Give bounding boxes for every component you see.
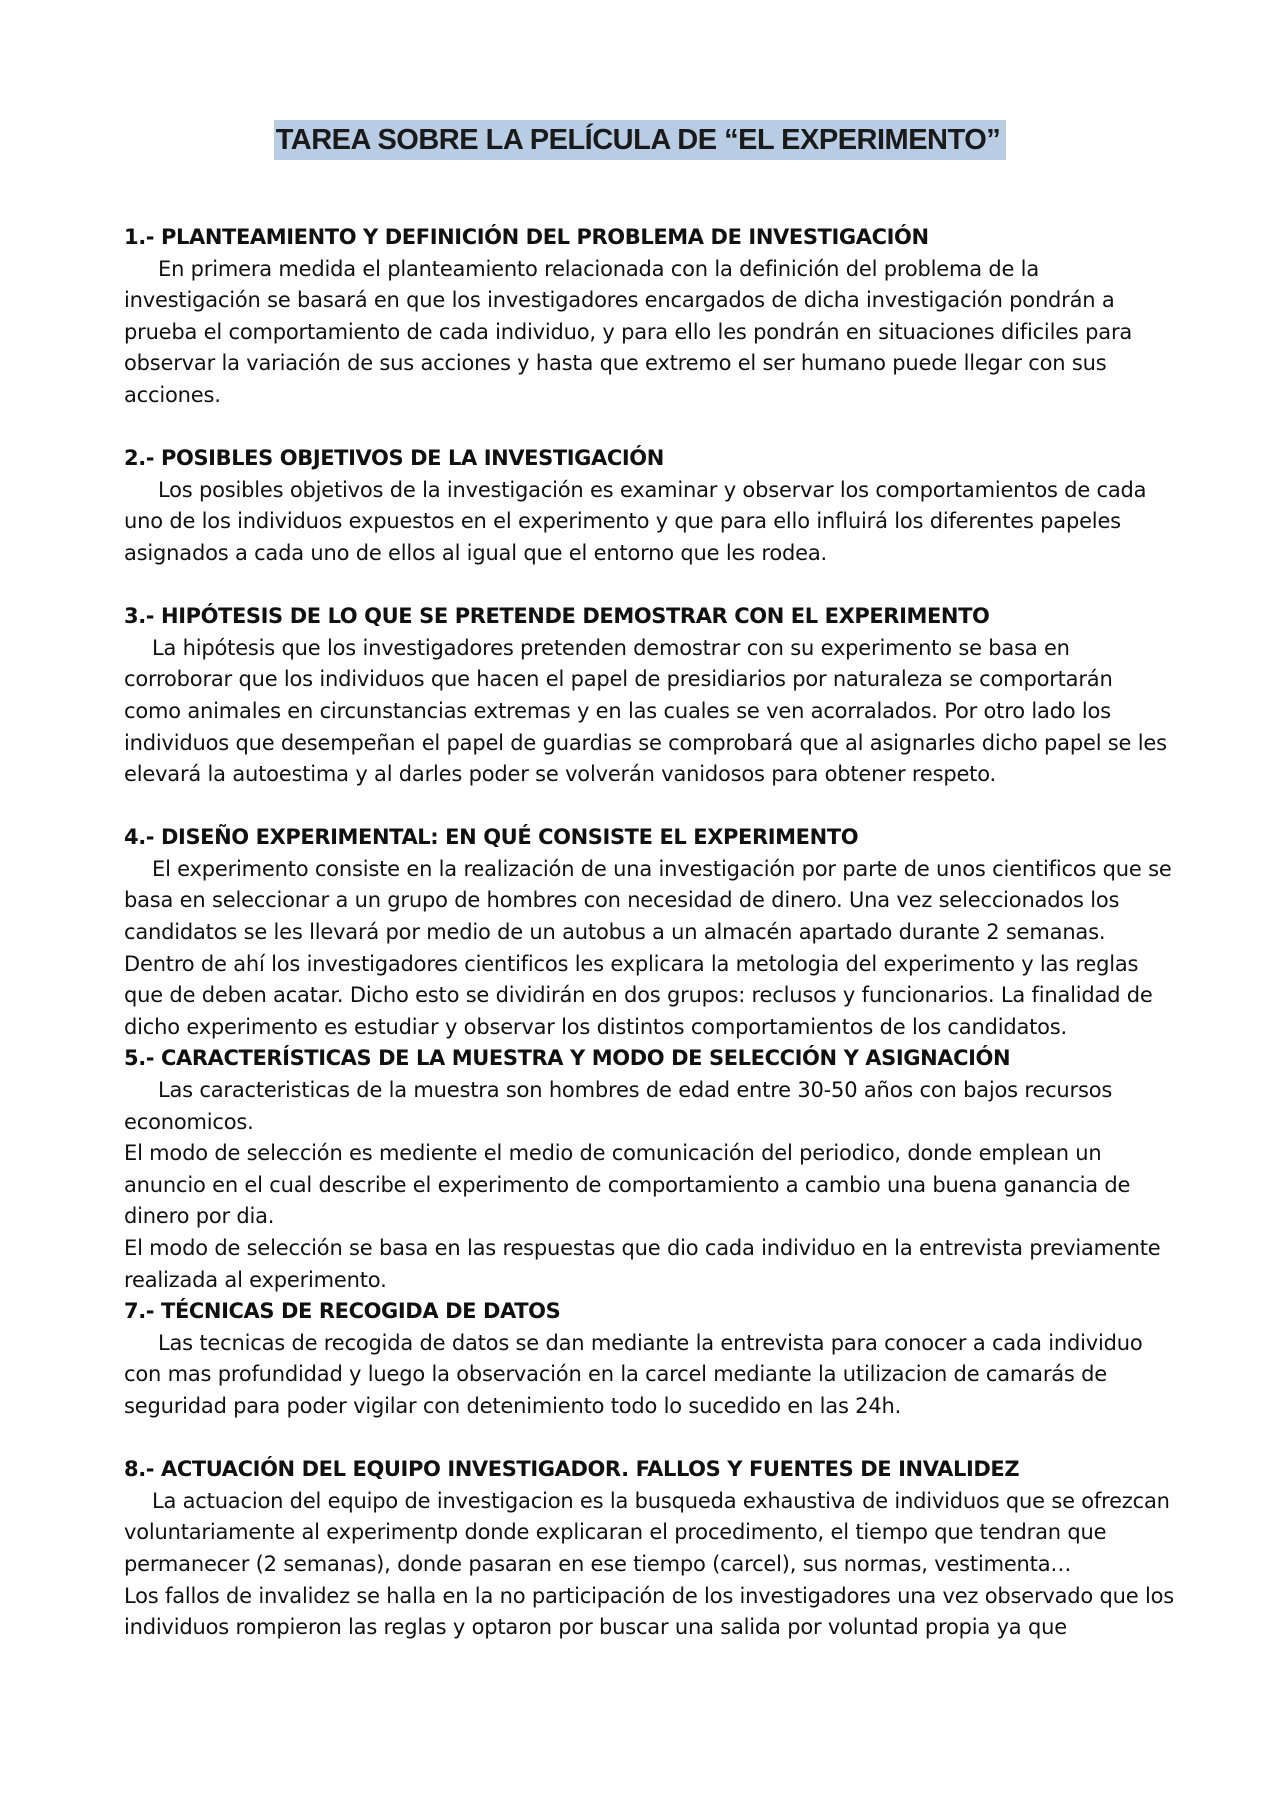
- section-heading: 4.- DISEÑO EXPERIMENTAL: EN QUÉ CONSISTE EL EXPERIMENTO: [124, 825, 859, 850]
- document-title: TAREA SOBRE LA PELÍCULA DE “EL EXPERIMENTO”: [274, 120, 1007, 160]
- section-paragraph: El experimento consiste en la realización de una investigación por parte de unos cientificos que se basa en seleccionar a un grupo de hombres con necesidad de dinero. Una vez seleccionados los candidatos se les llevará por medio de un autobus a un almacén apartado durante 2 semanas. Dentro de ahí los investigadores cientificos les explicara la metologia del experimento y las reglas que de deben acatar. Dicho esto se dividirán en dos grupos: reclusos y funcionarios. La finalidad de dicho experimento es estudiar y observar los distintos comportamientos de los candidatos.: [124, 856, 1172, 1039]
- section-paragraph: La hipótesis que los investigadores pretenden demostrar con su experimento se basa en corroborar que los individuos que hacen el papel de presidiarios por naturaleza se comportarán como animales en circunstancias extremas y en las cuales se ven acorralados. Por otro lado los individuos que desempeñan el papel de guardias se comprobará que al asignarles dicho papel se les elevará la autoestima y al darles poder se volverán vanidosos para obtener respeto.: [124, 635, 1167, 787]
- document-body: [124, 222, 1174, 1644]
- section-heading: 5.- CARACTERÍSTICAS DE LA MUESTRA Y MODO DE SELECCIÓN Y ASIGNACIÓN: [124, 1046, 1011, 1071]
- section-5: [124, 1043, 1174, 1296]
- section-paragraph: El modo de selección se basa en las respuestas que dio cada individuo en la entrevista previamente realizada al experimento.: [124, 1236, 1161, 1292]
- section-paragraph: Los fallos de invalidez se halla en la no participación de los investigadores una vez observado que los individuos rompieron las reglas y optaron por buscar una salida por voluntad propia ya que: [124, 1583, 1175, 1640]
- section-2: [124, 443, 1174, 569]
- section-paragraph: En primera medida el planteamiento relacionada con la definición del problema de la investigación se basará en que los investigadores encargados de dicha investigación pondrán a prueba el comportamiento de cada individuo, y para ello les pondrán en situaciones dificiles para observar la variación de sus acciones y hasta que extremo el ser humano puede llegar con sus acciones.: [124, 256, 1133, 407]
- section-8: [124, 1454, 1174, 1644]
- section-heading: 3.- HIPÓTESIS DE LO QUE SE PRETENDE DEMOSTRAR CON EL EXPERIMENTO: [124, 604, 990, 629]
- section-3: [124, 601, 1174, 791]
- title-container: [0, 120, 1280, 160]
- section-paragraph: El modo de selección es mediente el medio de comunicación del periodico, donde emplean un anuncio en el cual describe el experimento de comportamiento a cambio una buena ganancia de dinero por dia.: [124, 1141, 1131, 1229]
- section-1: [124, 222, 1174, 412]
- section-paragraph: La actuacion del equipo de investigacion es la busqueda exhaustiva de individuos que se ofrezcan voluntariamente al experimentp donde explicaran el procedimento, el tiempo que tendran que permanecer (2 semanas), donde pasaran en ese tiempo (carcel), sus normas, vestimenta…: [124, 1488, 1170, 1576]
- section-heading: 8.- ACTUACIÓN DEL EQUIPO INVESTIGADOR. FALLOS Y FUENTES DE INVALIDEZ: [124, 1457, 1020, 1482]
- section-paragraph: Las tecnicas de recogida de datos se dan mediante la entrevista para conocer a cada individuo con mas profundidad y luego la observación en la carcel mediante la utilizacion de camarás de seguridad para poder vigilar con detenimiento todo lo sucedido en las 24h.: [124, 1330, 1143, 1418]
- section-paragraph: Las caracteristicas de la muestra son hombres de edad entre 30-50 años con bajos recursos economicos.: [124, 1078, 1113, 1134]
- section-heading: 7.- TÉCNICAS DE RECOGIDA DE DATOS: [124, 1299, 561, 1324]
- section-4: [124, 822, 1174, 1043]
- section-paragraph: Los posibles objetivos de la investigación es examinar y observar los comportamientos de cada uno de los individuos expuestos en el experimento y que para ello influirá los diferentes papeles asignados a cada uno de ellos al igual que el entorno que les rodea.: [124, 477, 1147, 565]
- section-7: [124, 1296, 1174, 1422]
- section-heading: 2.- POSIBLES OBJETIVOS DE LA INVESTIGACIÓN: [124, 446, 664, 471]
- section-heading: 1.- PLANTEAMIENTO Y DEFINICIÓN DEL PROBLEMA DE INVESTIGACIÓN: [124, 225, 929, 249]
